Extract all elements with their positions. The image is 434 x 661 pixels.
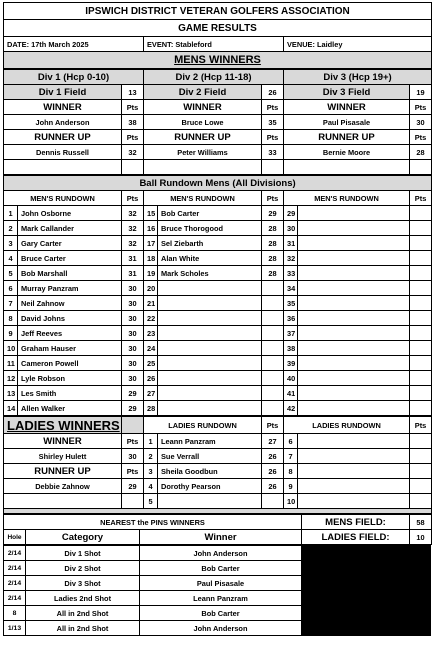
div2-heading: Div 2 (Hcp 11-18) <box>144 70 284 85</box>
player-pts <box>262 401 284 416</box>
rank-number: 4 <box>4 251 18 266</box>
player-name <box>158 371 262 386</box>
player-pts: 28 <box>262 251 284 266</box>
rank-number: 11 <box>4 356 18 371</box>
div2-field-label: Div 2 Field <box>144 85 262 100</box>
rank-number: 22 <box>144 311 158 326</box>
rank-number: 20 <box>144 281 158 296</box>
player-pts <box>410 296 432 311</box>
player-pts: 29 <box>262 206 284 221</box>
player-pts <box>262 356 284 371</box>
div3-field-label: Div 3 Field <box>284 85 410 100</box>
player-name: Sel Ziebarth <box>158 236 262 251</box>
div2-runner-label: RUNNER UP <box>144 130 262 145</box>
table-row <box>4 591 302 606</box>
ladies-rundown-header-2: LADIES RUNDOWN <box>284 417 410 434</box>
player-pts: 26 <box>262 449 284 464</box>
div3-runner-name: Bernie Moore <box>284 145 410 160</box>
div2-runner-name: Peter Williams <box>144 145 262 160</box>
player-pts <box>410 464 432 479</box>
player-name: Bob Carter <box>158 206 262 221</box>
player-name <box>158 281 262 296</box>
rundown-title: Ball Rundown Mens (All Divisions) <box>4 176 432 191</box>
div1-runner-pts: 32 <box>122 145 144 160</box>
ladies-winner-label: WINNER <box>4 434 122 449</box>
player-name <box>298 206 410 221</box>
player-name <box>298 494 410 509</box>
ladies-runner-label: RUNNER UP <box>4 464 122 479</box>
rank-number: 15 <box>144 206 158 221</box>
separator-bar <box>4 509 432 514</box>
player-pts <box>262 281 284 296</box>
rank-number: 6 <box>284 434 298 449</box>
rank-number: 12 <box>4 371 18 386</box>
ladies-field-value: 10 <box>410 530 432 545</box>
player-name <box>158 356 262 371</box>
pts-header: Pts <box>122 191 144 206</box>
table-row <box>4 464 432 479</box>
table-row <box>4 606 302 621</box>
mens-winners-title: MENS WINNERS <box>4 52 432 69</box>
venue-cell: VENUE: Laidley <box>284 37 432 52</box>
player-pts: 30 <box>122 356 144 371</box>
player-name <box>298 251 410 266</box>
pin-category: Ladies 2nd Shot <box>26 591 140 606</box>
winner-header: Winner <box>140 530 302 545</box>
pin-category: All in 2nd Shot <box>26 606 140 621</box>
rank-number: 30 <box>284 221 298 236</box>
ladies-winner-pts: 30 <box>122 449 144 464</box>
rank-number: 7 <box>284 449 298 464</box>
pts-header: Pts <box>262 191 284 206</box>
rank-number: 4 <box>144 479 158 494</box>
player-pts: 30 <box>122 326 144 341</box>
div1-field-label: Div 1 Field <box>4 85 122 100</box>
player-pts: 31 <box>122 266 144 281</box>
div2-winner-pts: 35 <box>262 115 284 130</box>
rank-number: 3 <box>144 464 158 479</box>
player-name: Lyle Robson <box>18 371 122 386</box>
player-pts <box>410 341 432 356</box>
rank-number: 19 <box>144 266 158 281</box>
org-title: IPSWICH DISTRICT VETERAN GOLFERS ASSOCIATION <box>4 3 432 20</box>
rank-number: 38 <box>284 341 298 356</box>
player-name: Mark Scholes <box>158 266 262 281</box>
mens-field-label: MENS FIELD: <box>302 515 410 530</box>
table-row <box>4 326 432 341</box>
rank-number: 16 <box>144 221 158 236</box>
pts-header: Pts <box>122 464 144 479</box>
player-pts <box>410 356 432 371</box>
table-row <box>4 494 432 509</box>
ladies-table <box>3 416 432 514</box>
player-name <box>158 296 262 311</box>
ladies-runner-pts: 29 <box>122 479 144 494</box>
rank-number: 10 <box>284 494 298 509</box>
player-name <box>158 311 262 326</box>
rank-number: 5 <box>4 266 18 281</box>
player-pts: 30 <box>122 281 144 296</box>
player-name: Jeff Reeves <box>18 326 122 341</box>
player-pts <box>410 371 432 386</box>
rank-number: 13 <box>4 386 18 401</box>
pts-header: Pts <box>262 417 284 434</box>
player-name <box>158 494 262 509</box>
player-name: Sheila Goodbun <box>158 464 262 479</box>
table-row <box>4 296 432 311</box>
pins-title: NEAREST the PINS WINNERS <box>4 515 302 530</box>
rank-number: 5 <box>144 494 158 509</box>
table-row <box>4 341 432 356</box>
player-pts <box>262 326 284 341</box>
player-pts: 29 <box>122 401 144 416</box>
player-name: Dorothy Pearson <box>158 479 262 494</box>
ladies-rundown-header: LADIES RUNDOWN <box>144 417 262 434</box>
table-row <box>4 356 432 371</box>
rank-number: 18 <box>144 251 158 266</box>
player-pts <box>410 386 432 401</box>
pin-hole: 8 <box>4 606 26 621</box>
pts-header: Pts <box>122 100 144 115</box>
player-pts: 31 <box>122 251 144 266</box>
pin-category: Div 1 Shot <box>26 546 140 561</box>
rank-number: 34 <box>284 281 298 296</box>
rank-number: 41 <box>284 386 298 401</box>
rank-number: 3 <box>4 236 18 251</box>
pin-hole: 2/14 <box>4 561 26 576</box>
ladies-winners-title: LADIES WINNERS <box>4 417 122 434</box>
div1-winner-label: WINNER <box>4 100 122 115</box>
player-name <box>298 281 410 296</box>
player-pts <box>410 236 432 251</box>
player-name <box>298 266 410 281</box>
pin-winner: Paul Pisasale <box>140 576 302 591</box>
table-row <box>4 311 432 326</box>
rank-number: 10 <box>4 341 18 356</box>
rank-number: 17 <box>144 236 158 251</box>
player-pts: 30 <box>122 311 144 326</box>
player-pts: 29 <box>122 386 144 401</box>
rank-number: 23 <box>144 326 158 341</box>
player-name <box>158 326 262 341</box>
div2-winner-name: Bruce Lowe <box>144 115 262 130</box>
player-pts <box>262 494 284 509</box>
ladies-runner-name: Debbie Zahnow <box>4 479 122 494</box>
player-name <box>298 296 410 311</box>
player-name: Neil Zahnow <box>18 296 122 311</box>
rundown-col2-header: MEN'S RUNDOWN <box>144 191 262 206</box>
player-name: Bruce Carter <box>18 251 122 266</box>
player-pts: 28 <box>262 221 284 236</box>
results-sheet <box>3 2 431 636</box>
pin-winner: Bob Carter <box>140 561 302 576</box>
rank-number: 39 <box>284 356 298 371</box>
player-pts <box>262 296 284 311</box>
ladies-winner-name: Shirley Hulett <box>4 449 122 464</box>
player-pts <box>410 326 432 341</box>
separator-row <box>4 509 432 514</box>
pin-hole: 2/14 <box>4 576 26 591</box>
rank-number: 37 <box>284 326 298 341</box>
rank-number: 9 <box>4 326 18 341</box>
player-name: John Osborne <box>18 206 122 221</box>
div3-field-value: 19 <box>410 85 432 100</box>
table-row <box>4 576 302 591</box>
player-name <box>298 221 410 236</box>
player-pts: 26 <box>262 479 284 494</box>
rundown-col3-header: MEN'S RUNDOWN <box>284 191 410 206</box>
pins-rows-table <box>3 545 302 636</box>
table-row <box>4 281 432 296</box>
player-name: Sue Verrall <box>158 449 262 464</box>
player-name <box>298 401 410 416</box>
pts-header: Pts <box>262 100 284 115</box>
rank-number: 33 <box>284 266 298 281</box>
player-name: Bruce Thorogood <box>158 221 262 236</box>
player-pts <box>262 386 284 401</box>
player-name <box>298 371 410 386</box>
player-name <box>298 341 410 356</box>
rank-number: 14 <box>4 401 18 416</box>
category-header: Category <box>26 530 140 545</box>
table-row <box>4 449 432 464</box>
event-cell: EVENT: Stableford <box>144 37 284 52</box>
rank-number: 40 <box>284 371 298 386</box>
player-name <box>298 311 410 326</box>
rank-number: 28 <box>144 401 158 416</box>
pts-header: Pts <box>410 191 432 206</box>
player-pts <box>410 251 432 266</box>
pts-header: Pts <box>410 130 432 145</box>
ladies-field-label: LADIES FIELD: <box>302 530 410 545</box>
div3-winner-label: WINNER <box>284 100 410 115</box>
mens-field-value: 58 <box>410 515 432 530</box>
player-name: Murray Panzram <box>18 281 122 296</box>
pts-header: Pts <box>122 434 144 449</box>
rank-number: 36 <box>284 311 298 326</box>
player-pts: 27 <box>262 434 284 449</box>
pin-category: Div 2 Shot <box>26 561 140 576</box>
div3-winner-name: Paul Pisasale <box>284 115 410 130</box>
player-pts <box>410 266 432 281</box>
div1-runner-name: Dennis Russell <box>4 145 122 160</box>
div3-heading: Div 3 (Hcp 19+) <box>284 70 432 85</box>
rundown-col1-header: MEN'S RUNDOWN <box>4 191 122 206</box>
rank-number: 21 <box>144 296 158 311</box>
rank-number: 35 <box>284 296 298 311</box>
player-name <box>298 449 410 464</box>
div3-winner-pts: 30 <box>410 115 432 130</box>
pin-category: Div 3 Shot <box>26 576 140 591</box>
div1-field-value: 13 <box>122 85 144 100</box>
player-pts <box>410 449 432 464</box>
player-pts <box>410 281 432 296</box>
player-name: Gary Carter <box>18 236 122 251</box>
player-pts <box>410 311 432 326</box>
pts-header: Pts <box>410 100 432 115</box>
pins-table <box>3 514 432 545</box>
rank-number: 31 <box>284 236 298 251</box>
player-name: David Johns <box>18 311 122 326</box>
rank-number: 27 <box>144 386 158 401</box>
player-pts: 32 <box>122 236 144 251</box>
table-row <box>4 401 432 416</box>
player-name <box>158 401 262 416</box>
table-row <box>4 266 432 281</box>
pin-winner: Bob Carter <box>140 606 302 621</box>
player-pts: 32 <box>122 221 144 236</box>
pin-winner: John Anderson <box>140 621 302 636</box>
player-pts: 26 <box>262 464 284 479</box>
table-row <box>4 621 302 636</box>
div2-runner-pts: 33 <box>262 145 284 160</box>
rank-number: 26 <box>144 371 158 386</box>
rank-number: 2 <box>4 221 18 236</box>
mens-rundown-table <box>3 175 432 416</box>
spacer-row <box>4 160 432 175</box>
rank-number: 1 <box>144 434 158 449</box>
player-name <box>298 326 410 341</box>
player-pts <box>410 401 432 416</box>
table-row <box>4 479 432 494</box>
player-name <box>298 434 410 449</box>
pin-winner: Leann Panzram <box>140 591 302 606</box>
table-row <box>4 546 302 561</box>
pin-category: All in 2nd Shot <box>26 621 140 636</box>
blacked-out-area <box>302 545 431 636</box>
player-pts <box>410 479 432 494</box>
player-pts <box>262 341 284 356</box>
div3-runner-pts: 28 <box>410 145 432 160</box>
player-pts <box>410 434 432 449</box>
table-row <box>4 561 302 576</box>
div1-heading: Div 1 (Hcp 0-10) <box>4 70 144 85</box>
pin-hole: 2/14 <box>4 591 26 606</box>
table-row <box>4 221 432 236</box>
header-table <box>3 2 432 69</box>
player-pts <box>262 311 284 326</box>
pins-bottom <box>3 545 431 636</box>
player-name <box>158 386 262 401</box>
table-row <box>4 206 432 221</box>
rank-number: 42 <box>284 401 298 416</box>
pts-header: Pts <box>122 130 144 145</box>
player-pts: 28 <box>262 266 284 281</box>
rank-number: 9 <box>284 479 298 494</box>
div1-winner-name: John Anderson <box>4 115 122 130</box>
pin-hole: 2/14 <box>4 546 26 561</box>
player-name <box>298 479 410 494</box>
date-cell: DATE: 17th March 2025 <box>4 37 144 52</box>
player-name: Cameron Powell <box>18 356 122 371</box>
table-row <box>4 386 432 401</box>
hole-header: Hole <box>4 530 26 545</box>
player-pts: 28 <box>262 236 284 251</box>
player-pts: 30 <box>122 296 144 311</box>
pin-winner: John Anderson <box>140 546 302 561</box>
player-name: Allen Walker <box>18 401 122 416</box>
spacer-cell <box>122 494 144 509</box>
player-name: Leann Panzram <box>158 434 262 449</box>
table-row <box>4 371 432 386</box>
rank-number: 24 <box>144 341 158 356</box>
player-pts <box>410 494 432 509</box>
player-pts: 30 <box>122 341 144 356</box>
table-row <box>4 236 432 251</box>
player-name: Graham Hauser <box>18 341 122 356</box>
rank-number: 25 <box>144 356 158 371</box>
player-name <box>298 356 410 371</box>
div3-runner-label: RUNNER UP <box>284 130 410 145</box>
player-pts: 30 <box>122 371 144 386</box>
player-pts <box>262 371 284 386</box>
rank-number: 8 <box>284 464 298 479</box>
player-pts: 32 <box>122 206 144 221</box>
mens-winners-table <box>3 69 432 175</box>
div1-winner-pts: 38 <box>122 115 144 130</box>
table-row <box>4 434 432 449</box>
pts-header: Pts <box>410 417 432 434</box>
player-name: Mark Callander <box>18 221 122 236</box>
rank-number: 8 <box>4 311 18 326</box>
player-name <box>298 386 410 401</box>
player-name <box>298 236 410 251</box>
pts-header: Pts <box>262 130 284 145</box>
player-pts <box>410 221 432 236</box>
player-name: Les Smith <box>18 386 122 401</box>
rank-number: 2 <box>144 449 158 464</box>
rank-number: 6 <box>4 281 18 296</box>
player-name: Bob Marshall <box>18 266 122 281</box>
div2-winner-label: WINNER <box>144 100 262 115</box>
rank-number: 7 <box>4 296 18 311</box>
player-pts <box>410 206 432 221</box>
table-row <box>4 251 432 266</box>
player-name: Alan White <box>158 251 262 266</box>
rank-number: 29 <box>284 206 298 221</box>
game-results-title: GAME RESULTS <box>4 20 432 37</box>
spacer-cell <box>4 494 122 509</box>
rank-number: 1 <box>4 206 18 221</box>
player-name <box>158 341 262 356</box>
pin-hole: 1/13 <box>4 621 26 636</box>
div2-field-value: 26 <box>262 85 284 100</box>
player-name <box>298 464 410 479</box>
div1-runner-label: RUNNER UP <box>4 130 122 145</box>
rank-number: 32 <box>284 251 298 266</box>
